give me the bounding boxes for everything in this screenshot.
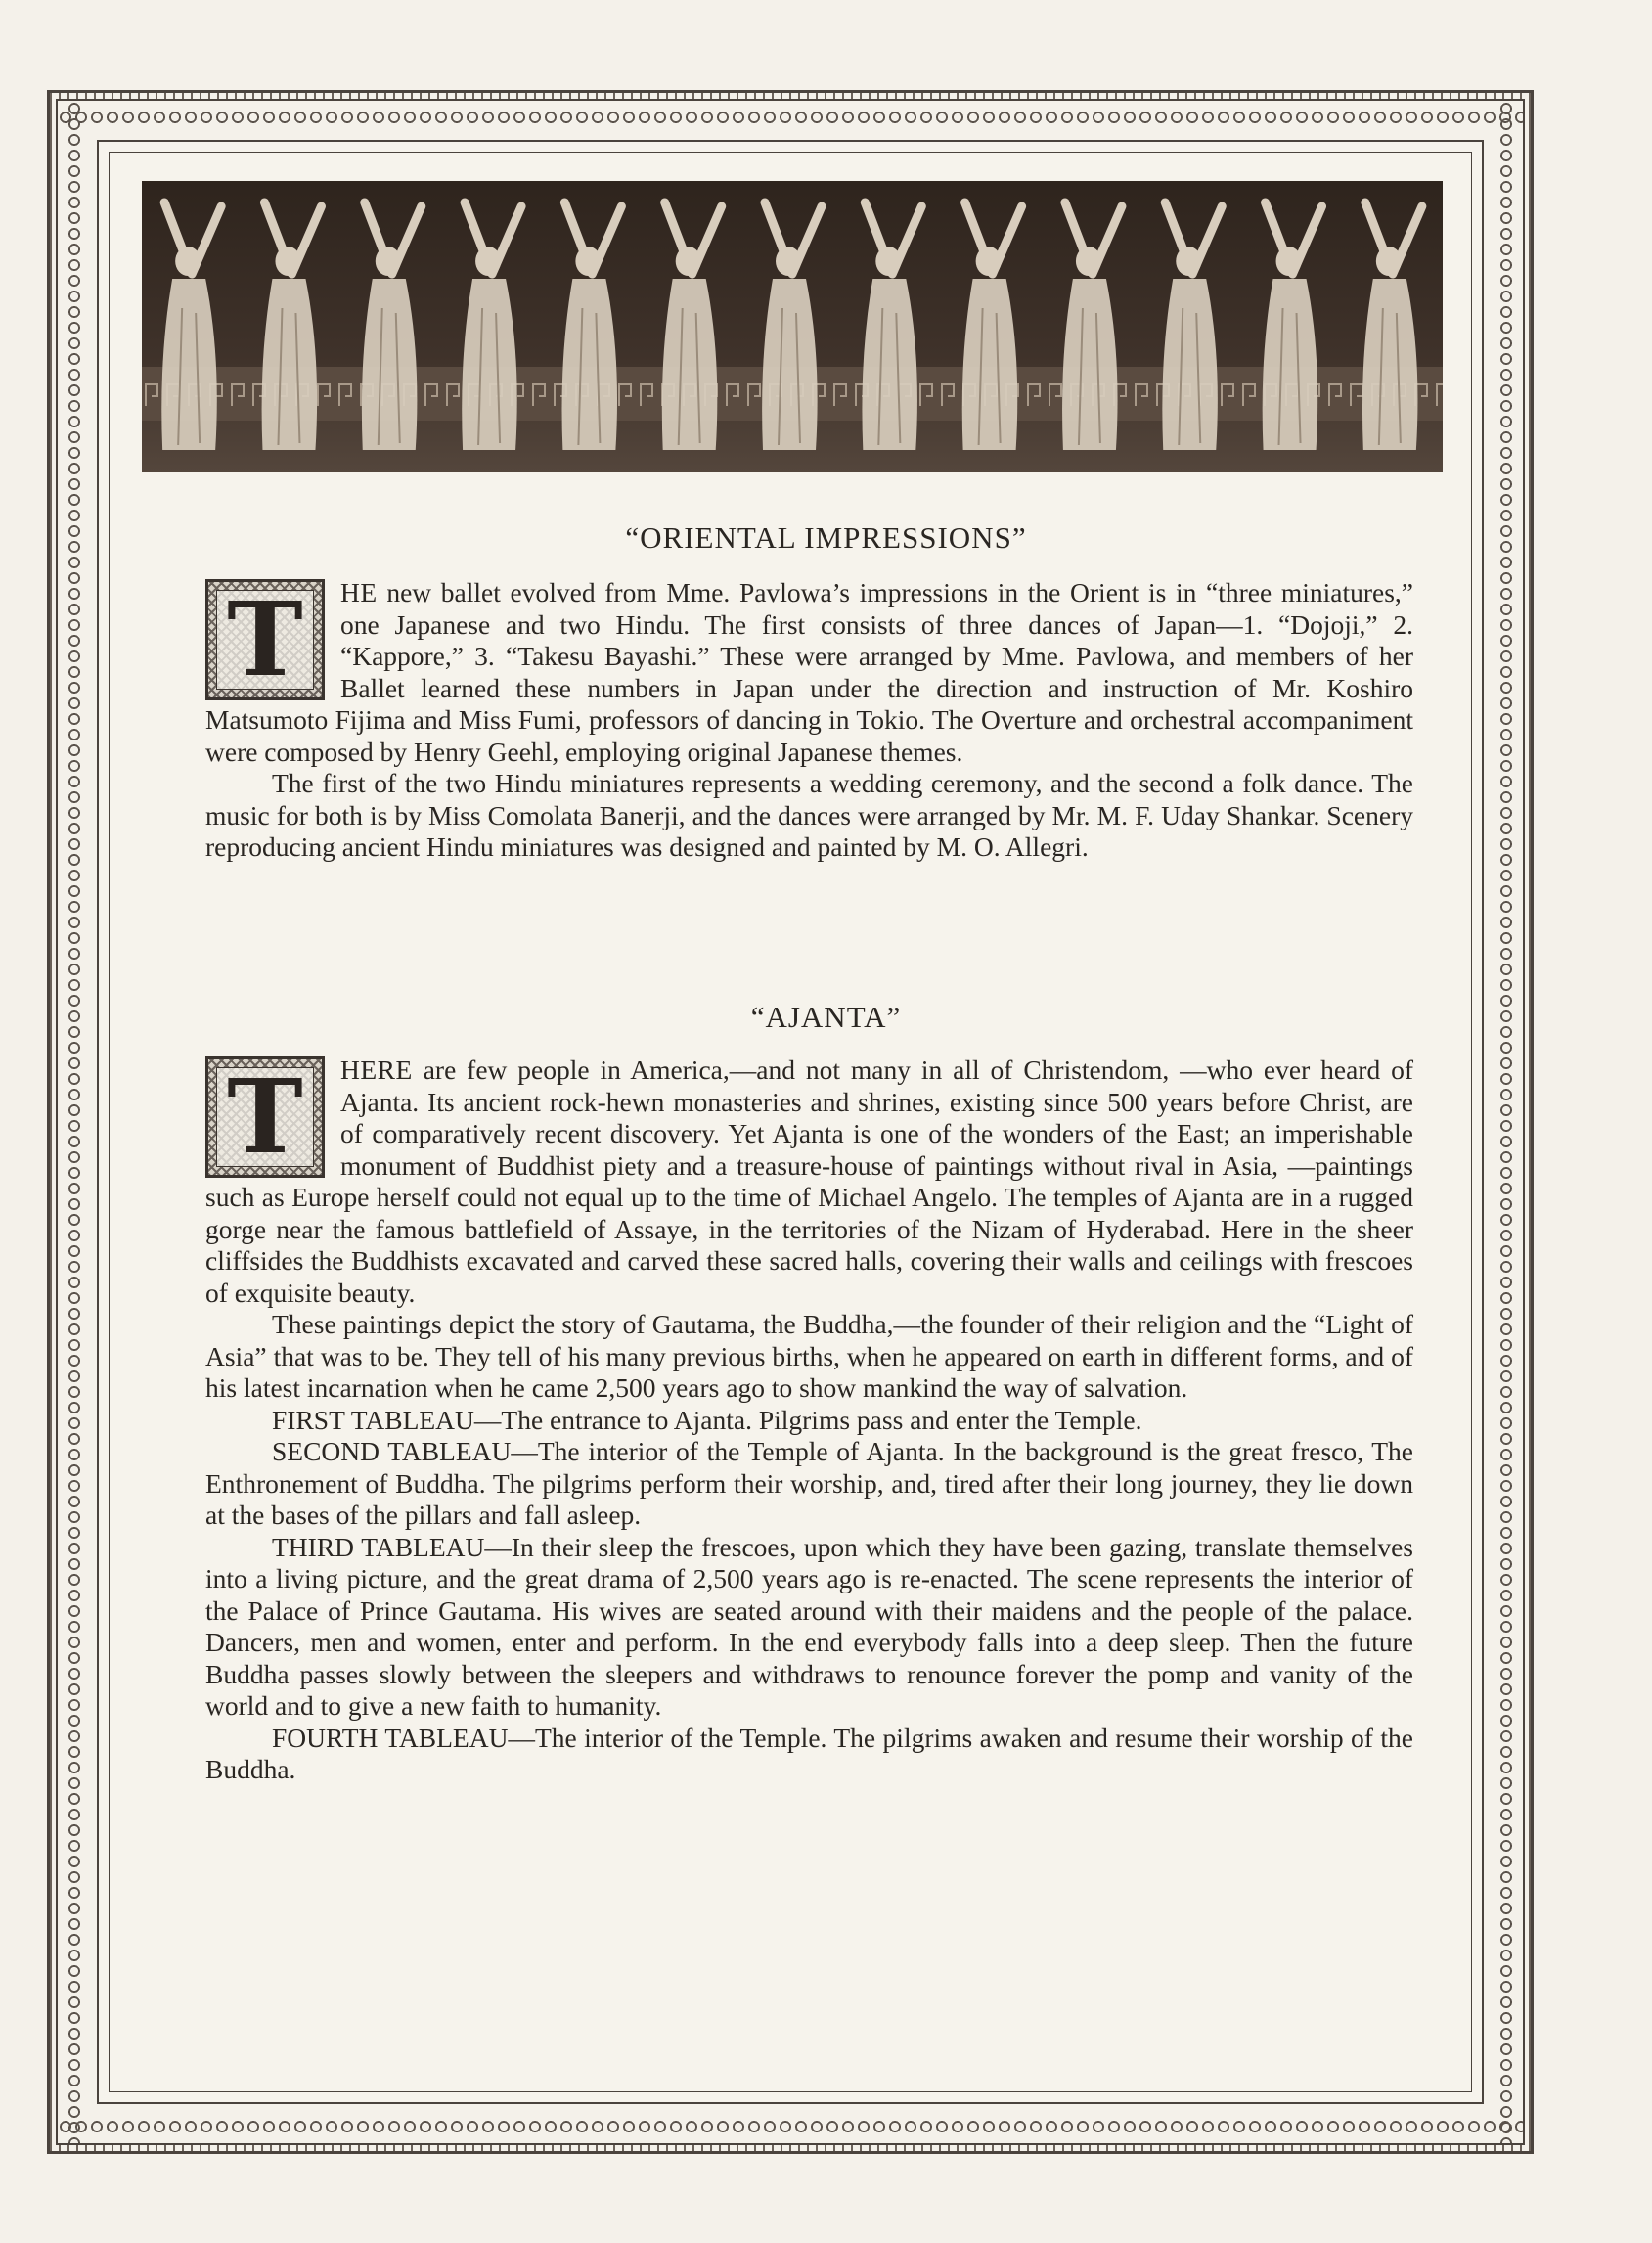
- paragraph: These paintings depict the story of Gautama, the Buddha,—the founder of their religion and the “Light of Asia” that was to be. They tell of his many previous births, when he appeared on earth in different forms, and of his latest incarnation when he came 2,500 years ago to show mankind the way of salvation.: [205, 1309, 1413, 1403]
- ornament-strip-left: [64, 101, 85, 2143]
- tableau-text: —The entrance to Ajanta. Pilgrims pass and enter the Temple.: [473, 1404, 1142, 1435]
- lead-word: HE: [340, 577, 378, 607]
- paragraph-text: are few people in America,—and not many in all of Christendom, —who ever heard of Ajanta. Its ancient rock-hewn monasteries and shrines, existing since 500 years before Christ, are of comparatively recent discovery. Yet Ajanta is one of the wonders of the East; an imperishable monument of Buddhist piety and a treasure-house of paintings without rival in Asia, —paintings such as Europe herself could not equal up to the time of Michael Angelo. The temples of Ajanta are in a rugged gorge near the famous battlefield of Assaye, in the territories of the Nizam of Hyderabad. Here in the sheer cliffsides the Buddhists excavated and carved these sacred halls, covering their walls and ceilings with frescoes of exquisite beauty.: [205, 1054, 1413, 1308]
- paragraph: [205, 1054, 1413, 1309]
- tableau-label: SECOND TABLEAU: [272, 1436, 512, 1466]
- dropcap-letter: T: [216, 590, 314, 690]
- dropcap-letter: T: [216, 1067, 314, 1167]
- tableau-paragraph: [205, 1436, 1413, 1532]
- tableau-paragraph: [205, 1532, 1413, 1723]
- tableau-text: —The interior of the Temple of Ajanta. In the background is the great fresco, The Enthronement of Buddha. The pilgrims perform their worship, and, tired after their long journey, they lie down at the bases of the pillars and fall asleep.: [205, 1436, 1414, 1530]
- tableau-label: THIRD TABLEAU: [272, 1531, 485, 1562]
- ornamental-dropcap: [205, 579, 325, 700]
- ornamental-dropcap: [205, 1056, 325, 1178]
- dancers-photo-drawing: [142, 181, 1443, 472]
- ornament-strip-top: [58, 107, 1523, 128]
- section-ajanta: [205, 1054, 1413, 1786]
- dancers-photograph: [142, 181, 1443, 472]
- tableau-text: —The interior of the Temple. The pilgrims awaken and resume their worship of the Buddha.: [205, 1722, 1413, 1784]
- ornament-strip-right: [1496, 101, 1517, 2143]
- section-title-oriental-impressions: “ORIENTAL IMPRESSIONS”: [625, 520, 1027, 555]
- section-title-ajanta: “AJANTA”: [750, 1000, 902, 1034]
- ornament-strip-bottom: [58, 2116, 1523, 2137]
- tableau-paragraph: [205, 1405, 1413, 1437]
- section-oriental-impressions: [205, 577, 1413, 864]
- tableau-label: FOURTH TABLEAU: [272, 1722, 509, 1753]
- paragraph: [205, 577, 1413, 768]
- tableau-text: —In their sleep the frescoes, upon which they have been gazing, translate themselves into a living picture, and the great drama of 2,500 years ago is re-enacted. The scene represents the interior of the Palace of Prince Gautama. His wives are seated around with their maidens and the people of the palace. Dancers, men and women, enter and perform. In the end everybody falls into a deep sleep. Then the future Buddha passes slowly between the sleepers and withdraws to renounce forever the pomp and vanity of the world and to give a new faith to humanity.: [205, 1531, 1413, 1721]
- tableau-label: FIRST TABLEAU: [272, 1404, 474, 1435]
- paragraph-text: new ballet evolved from Mme. Pavlowa’s impressions in the Orient is in “three miniatures,” one Japanese and two Hindu. The first consists of three dances of Japan—1. “Dojoji,” 2. “Kappore,” 3. “Takesu Bayashi.” These were arranged by Mme. Pavlowa, and members of her Ballet learned these numbers in Japan under the direction and instruction of Mr. Koshiro Matsumoto Fijima and Miss Fumi, professors of dancing in Tokio. The Overture and orchestral accompaniment were composed by Henry Geehl, employing original Japanese themes.: [205, 577, 1413, 767]
- lead-word: HERE: [340, 1054, 413, 1085]
- paragraph: The first of the two Hindu miniatures represents a wedding ceremony, and the second a folk dance. The music for both is by Miss Comolata Banerji, and the dances were arranged by Mr. M. F. Uday Shankar. Scenery reproducing ancient Hindu miniatures was designed and painted by M. O. Allegri.: [205, 768, 1413, 862]
- tableau-paragraph: [205, 1723, 1413, 1786]
